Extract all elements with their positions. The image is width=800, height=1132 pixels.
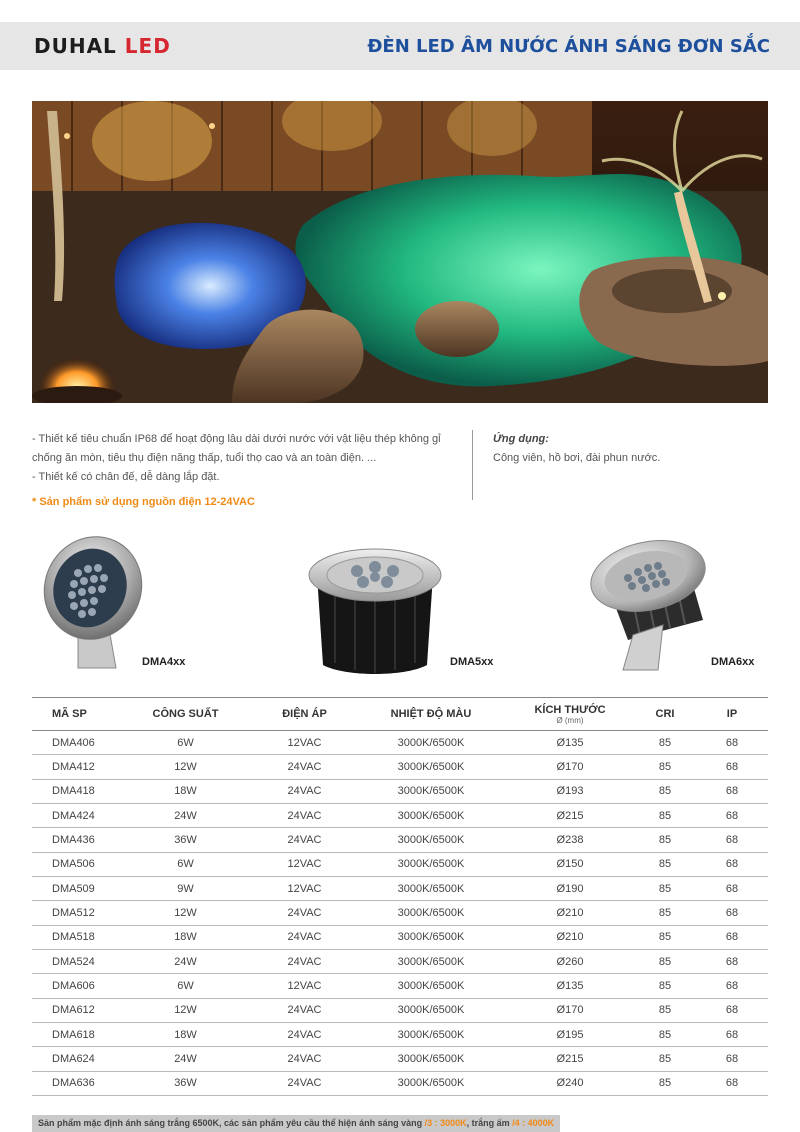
cell-power: 6W — [118, 974, 253, 998]
cell-cct: 3000K/6500K — [356, 950, 506, 974]
cell-code: DMA624 — [32, 1047, 118, 1071]
desc-line-2: chống ăn mòn, tiêu thụ điện năng thấp, tuổi thọ cao và an toàn điện. ... — [32, 452, 377, 464]
cell-cri: 85 — [634, 1047, 696, 1071]
cell-cri: 85 — [634, 877, 696, 901]
cell-cri: 85 — [634, 779, 696, 803]
cell-cct: 3000K/6500K — [356, 804, 506, 828]
cell-cri: 85 — [634, 950, 696, 974]
header-bar — [0, 22, 800, 70]
cell-cri: 85 — [634, 731, 696, 755]
table-row — [32, 925, 768, 949]
cell-power: 24W — [118, 804, 253, 828]
cell-voltage: 24VAC — [253, 1047, 356, 1071]
cell-voltage: 12VAC — [253, 877, 356, 901]
cell-cri: 85 — [634, 974, 696, 998]
cell-cct: 3000K/6500K — [356, 925, 506, 949]
brand-logo — [34, 34, 171, 58]
cell-code: DMA512 — [32, 901, 118, 925]
cell-size: Ø150 — [506, 852, 634, 876]
header-size — [506, 698, 634, 731]
cell-cct: 3000K/6500K — [356, 828, 506, 852]
product-image-dma4 — [38, 533, 148, 673]
cell-ip: 68 — [696, 925, 768, 949]
cell-size: Ø260 — [506, 950, 634, 974]
cell-code: DMA424 — [32, 804, 118, 828]
cell-power: 24W — [118, 1047, 253, 1071]
cell-ip: 68 — [696, 828, 768, 852]
cell-size: Ø215 — [506, 804, 634, 828]
cell-voltage: 24VAC — [253, 828, 356, 852]
table-row — [32, 877, 768, 901]
cell-ip: 68 — [696, 974, 768, 998]
spec-table — [32, 697, 768, 1096]
cell-voltage: 24VAC — [253, 950, 356, 974]
cell-size: Ø215 — [506, 1047, 634, 1071]
table-row — [32, 1023, 768, 1047]
cell-cct: 3000K/6500K — [356, 974, 506, 998]
cell-code: DMA506 — [32, 852, 118, 876]
cell-ip: 68 — [696, 1047, 768, 1071]
product-label-dma4: DMA4xx — [142, 656, 186, 668]
cell-voltage: 24VAC — [253, 779, 356, 803]
header-ip: IP — [696, 698, 768, 731]
application-section — [493, 430, 773, 468]
cell-cct: 3000K/6500K — [356, 852, 506, 876]
table-row — [32, 731, 768, 755]
cell-cct: 3000K/6500K — [356, 1023, 506, 1047]
cell-voltage: 12VAC — [253, 852, 356, 876]
table-row — [32, 901, 768, 925]
cell-ip: 68 — [696, 1023, 768, 1047]
vertical-divider — [472, 430, 473, 500]
table-row — [32, 974, 768, 998]
header-code: MÃ SP — [32, 698, 118, 731]
brand-accent: LED — [124, 34, 171, 58]
cell-ip: 68 — [696, 1071, 768, 1095]
cell-cri: 85 — [634, 1071, 696, 1095]
cell-voltage: 24VAC — [253, 925, 356, 949]
footer-yellow-code: /3 : 3000K — [424, 1118, 467, 1128]
cell-cri: 85 — [634, 925, 696, 949]
cell-ip: 68 — [696, 998, 768, 1022]
cell-cct: 3000K/6500K — [356, 998, 506, 1022]
cell-cct: 3000K/6500K — [356, 731, 506, 755]
cell-ip: 68 — [696, 804, 768, 828]
table-row — [32, 1047, 768, 1071]
cell-size: Ø135 — [506, 731, 634, 755]
cell-code: DMA509 — [32, 877, 118, 901]
cell-size: Ø193 — [506, 779, 634, 803]
cell-size: Ø238 — [506, 828, 634, 852]
header-voltage: ĐIỆN ÁP — [253, 698, 356, 731]
cell-power: 6W — [118, 852, 253, 876]
cell-cct: 3000K/6500K — [356, 1047, 506, 1071]
cell-size: Ø210 — [506, 925, 634, 949]
cell-size: Ø190 — [506, 877, 634, 901]
cell-power: 36W — [118, 828, 253, 852]
footer-note — [32, 1115, 560, 1132]
cell-cct: 3000K/6500K — [356, 755, 506, 779]
cell-cri: 85 — [634, 901, 696, 925]
cell-cri: 85 — [634, 998, 696, 1022]
cell-power: 24W — [118, 950, 253, 974]
table-row — [32, 828, 768, 852]
cell-ip: 68 — [696, 755, 768, 779]
table-row — [32, 998, 768, 1022]
table-row — [32, 779, 768, 803]
cell-size: Ø135 — [506, 974, 634, 998]
cell-code: DMA524 — [32, 950, 118, 974]
cell-size: Ø170 — [506, 998, 634, 1022]
product-description — [32, 430, 472, 487]
cell-code: DMA612 — [32, 998, 118, 1022]
table-header-row — [32, 698, 768, 731]
product-label-dma6: DMA6xx — [711, 656, 755, 668]
cell-size: Ø170 — [506, 755, 634, 779]
cell-size: Ø195 — [506, 1023, 634, 1047]
footer-mid: , trắng ấm — [466, 1118, 513, 1128]
cell-power: 9W — [118, 877, 253, 901]
product-label-dma5: DMA5xx — [450, 656, 494, 668]
cell-code: DMA418 — [32, 779, 118, 803]
footer-text: Sản phẩm mặc định ánh sáng trắng 6500K, các sản phẩm yêu cầu thể hiện ánh sáng vàng — [38, 1118, 425, 1128]
page-title: ĐÈN LED ÂM NƯỚC ÁNH SÁNG ĐƠN SẮC — [367, 36, 770, 57]
cell-cct: 3000K/6500K — [356, 1071, 506, 1095]
cell-power: 6W — [118, 731, 253, 755]
cell-ip: 68 — [696, 731, 768, 755]
cell-ip: 68 — [696, 950, 768, 974]
table-row — [32, 852, 768, 876]
cell-power: 36W — [118, 1071, 253, 1095]
cell-code: DMA518 — [32, 925, 118, 949]
cell-voltage: 12VAC — [253, 731, 356, 755]
cell-cri: 85 — [634, 1023, 696, 1047]
cell-power: 12W — [118, 901, 253, 925]
cell-code: DMA436 — [32, 828, 118, 852]
cell-ip: 68 — [696, 901, 768, 925]
cell-power: 12W — [118, 998, 253, 1022]
cell-voltage: 24VAC — [253, 901, 356, 925]
header-power: CÔNG SUẤT — [118, 698, 253, 731]
desc-line-3: - Thiết kế có chân đế, dễ dàng lắp đặt. — [32, 471, 220, 483]
hero-pool-image — [32, 101, 768, 403]
footer-warm-code: /4 : 4000K — [512, 1118, 555, 1128]
application-text: Công viên, hồ bơi, đài phun nước. — [493, 452, 661, 464]
cell-power: 18W — [118, 925, 253, 949]
cell-cct: 3000K/6500K — [356, 901, 506, 925]
cell-cri: 85 — [634, 852, 696, 876]
cell-ip: 68 — [696, 877, 768, 901]
cell-voltage: 12VAC — [253, 974, 356, 998]
desc-line-1: - Thiết kế tiêu chuẩn IP68 để hoạt động lâu dài dưới nước với vật liệu thép không gỉ — [32, 433, 441, 445]
header-cri: CRI — [634, 698, 696, 731]
cell-size: Ø240 — [506, 1071, 634, 1095]
cell-cri: 85 — [634, 804, 696, 828]
table-row — [32, 950, 768, 974]
table-row — [32, 804, 768, 828]
header-size-label: KÍCH THƯỚC — [534, 703, 606, 716]
cell-code: DMA406 — [32, 731, 118, 755]
cell-voltage: 24VAC — [253, 1071, 356, 1095]
cell-cct: 3000K/6500K — [356, 779, 506, 803]
cell-voltage: 24VAC — [253, 1023, 356, 1047]
cell-cri: 85 — [634, 828, 696, 852]
cell-code: DMA606 — [32, 974, 118, 998]
cell-power: 12W — [118, 755, 253, 779]
cell-power: 18W — [118, 1023, 253, 1047]
cell-code: DMA636 — [32, 1071, 118, 1095]
cell-size: Ø210 — [506, 901, 634, 925]
cell-code: DMA618 — [32, 1023, 118, 1047]
cell-cct: 3000K/6500K — [356, 877, 506, 901]
application-title: Ứng dụng: — [493, 433, 549, 445]
cell-cri: 85 — [634, 755, 696, 779]
cell-code: DMA412 — [32, 755, 118, 779]
product-image-dma5 — [305, 545, 445, 678]
cell-voltage: 24VAC — [253, 755, 356, 779]
table-row — [32, 755, 768, 779]
cell-voltage: 24VAC — [253, 998, 356, 1022]
brand-main: DUHAL — [34, 34, 117, 58]
product-image-dma6 — [588, 540, 708, 675]
cell-power: 18W — [118, 779, 253, 803]
header-cct: NHIỆT ĐỘ MÀU — [356, 698, 506, 731]
cell-ip: 68 — [696, 852, 768, 876]
cell-ip: 68 — [696, 779, 768, 803]
header-size-unit: Ø (mm) — [556, 715, 584, 725]
cell-voltage: 24VAC — [253, 804, 356, 828]
table-row — [32, 1071, 768, 1095]
power-note: * Sản phẩm sử dụng nguồn điện 12-24VAC — [32, 496, 255, 508]
